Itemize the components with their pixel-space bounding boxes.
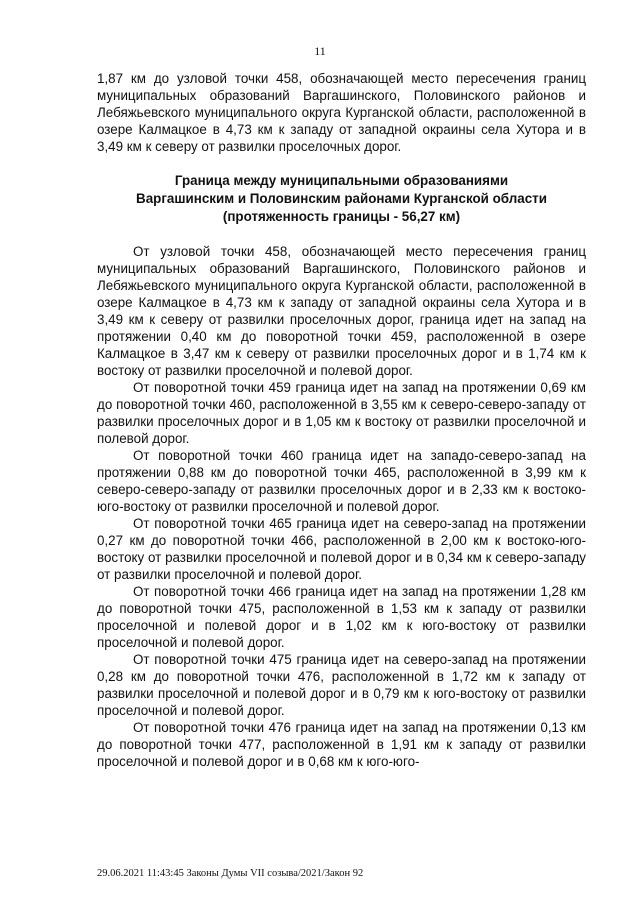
section-heading-line-3: (протяженность границы - 56,27 км) — [222, 209, 461, 224]
spacer — [97, 226, 586, 243]
section-heading-line-1: Граница между муниципальными образованиями — [174, 173, 509, 188]
body-paragraph-4: От поворотной точки 465 граница идет на северо-запад на протяжении 0,27 км до поворотной точки 466, расположенной в 2,00 км к востоко-юго-востоку от развилки проселочной и полевой дорог и в 0,34 км к северо-западу от развилки проселочной и полевой дорог. — [97, 516, 586, 582]
body-paragraph-2: От поворотной точки 459 граница идет на запад на протяжении 0,69 км до поворотной точки 460, расположенной в 3,55 км к северо-северо-западу от развилки проселочных дорог и в 1,05 км к востоку от развилки проселочной и полевой дорог. — [97, 380, 586, 446]
body-paragraph-1: От узловой точки 458, обозначающей место пересечения границ муниципальных образований Варгашинского, Половинского районов и Лебяжьевского муниципального округа Курганской области, расположенной в озере Калмацкое в 4,73 км к западу от западной окраины села Хутора и в 3,49 км к северу от развилки проселочных дорог, граница идет на запад на протяжении 0,40 км до поворотной точки 459, расположенной в озере Калмацкое в 3,47 км к северу от развилки проселочных дорог и в 1,74 км к востоку от развилки проселочной и полевой дорог. — [97, 244, 586, 378]
section-heading-line-2: Варгашинским и Половинским районами Курганской области — [136, 191, 547, 206]
spacer — [97, 155, 586, 172]
body-paragraph-3: От поворотной точки 460 граница идет на западо-северо-запад на протяжении 0,88 км до поворотной точки 465, расположенной в 3,99 км к северо-северо-западу от развилки проселочных дорог и в 2,33 км к востоко-юго-востоку от развилки проселочной и полевой дорог. — [97, 448, 586, 514]
body-paragraph-5: От поворотной точки 466 граница идет на запад на протяжении 1,28 км до поворотной точки 475, расположенной в 1,53 км к западу от развилки проселочной и полевой дорог и в 1,02 км к юго-востоку от развилки проселочной и полевой дорог. — [97, 584, 586, 650]
page-number: 11 — [314, 44, 326, 58]
section-heading — [97, 172, 586, 226]
document-footer: 29.06.2021 11:43:45 Законы Думы VII созыва/2021/Закон 92 — [97, 868, 364, 879]
intro-paragraph: 1,87 км до узловой точки 458, обозначающей место пересечения границ муниципальных образований Варгашинского, Половинского районов и Лебяжьевского муниципального округа Курганской области, расположенной в озере Калмацкое в 4,73 км к западу от западной окраины села Хутора и в 3,49 км к северу от развилки проселочных дорог. — [97, 71, 586, 154]
body-paragraph-7: От поворотной точки 476 граница идет на запад на протяжении 0,13 км до поворотной точки 477, расположенной в 1,91 км к западу от развилки проселочной и полевой дорог и в 0,68 км к юго-юго- — [97, 720, 586, 769]
document-body — [97, 70, 586, 770]
body-paragraph-6: От поворотной точки 475 граница идет на северо-запад на протяжении 0,28 км до поворотной точки 476, расположенной в 1,72 км к западу от развилки проселочной и полевой дорог и в 0,79 км к юго-востоку от развилки проселочной и полевой дорог. — [97, 652, 586, 718]
